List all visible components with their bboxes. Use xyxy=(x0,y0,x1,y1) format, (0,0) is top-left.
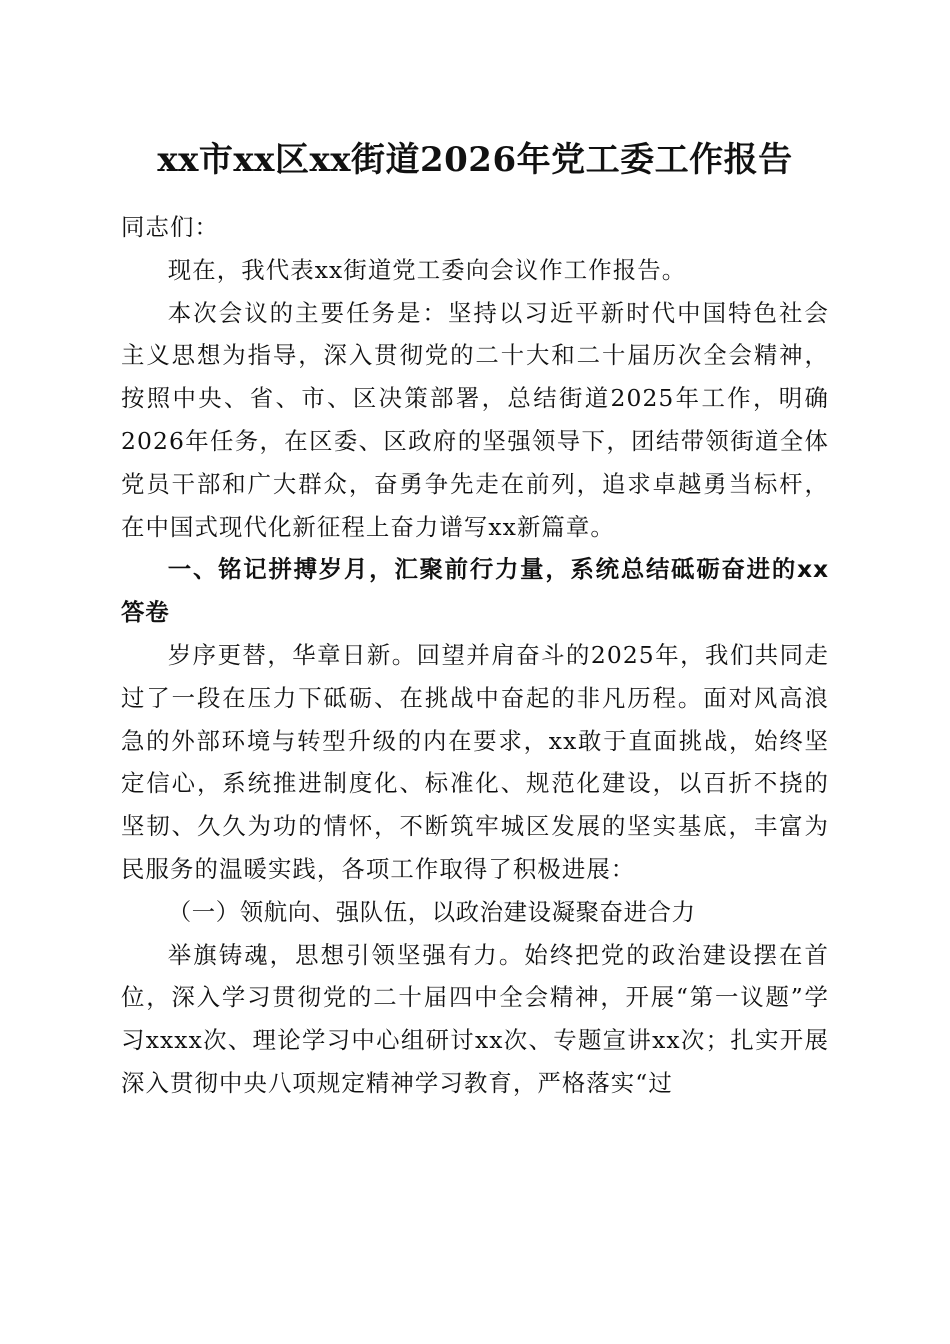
paragraph-review: 岁序更替，华章日新。回望并肩奋斗的2025年，我们共同走过了一段在压力下砥砺、在挑战中奋起的非凡历程。面对风高浪急的外部环境与转型升级的内在要求，xx敢于直面挑战，始终坚定信心，系统推进制度化、标准化、规范化建设，以百折不挠的坚韧、久久为功的情怀，不断筑牢城区发展的坚实基底，丰富为民服务的温暖实践，各项工作取得了积极进展： xyxy=(121,640,829,883)
document-title: xx市xx区xx街道2026年党工委工作报告 xyxy=(157,140,793,180)
paragraph-main-tasks: 本次会议的主要任务是：坚持以习近平新时代中国特色社会主义思想为指导，深入贯彻党的二十大和二十届历次全会精神，按照中央、省、市、区决策部署，总结街道2025年工作，明确2026年任务，在区委、区政府的坚强领导下，团结带领街道全体党员干部和广大群众，奋勇争先走在前列，追求卓越勇当标杆，在中国式现代化新征程上奋力谱写xx新篇章。 xyxy=(121,298,829,541)
section-heading-1: 一、铭记拼搏岁月，汇聚前行力量，系统总结砥砺奋进的xx答卷 xyxy=(121,555,829,627)
paragraph-opening: 现在，我代表xx街道党工委向会议作工作报告。 xyxy=(167,255,687,284)
paragraph-political-building: 举旗铸魂，思想引领坚强有力。始终把党的政治建设摆在首位，深入学习贯彻党的二十届四中全会精神，开展“第一议题”学习xxxx次、理论学习中心组研讨xx次、专题宣讲xx次；扎实开展深入贯彻中央八项规定精神学习教育，严格落实“过 xyxy=(121,940,829,1097)
document-body xyxy=(121,206,829,1105)
salutation: 同志们： xyxy=(121,213,219,241)
subsection-heading-1: （一）领航向、强队伍，以政治建设凝聚奋进合力 xyxy=(167,897,696,926)
